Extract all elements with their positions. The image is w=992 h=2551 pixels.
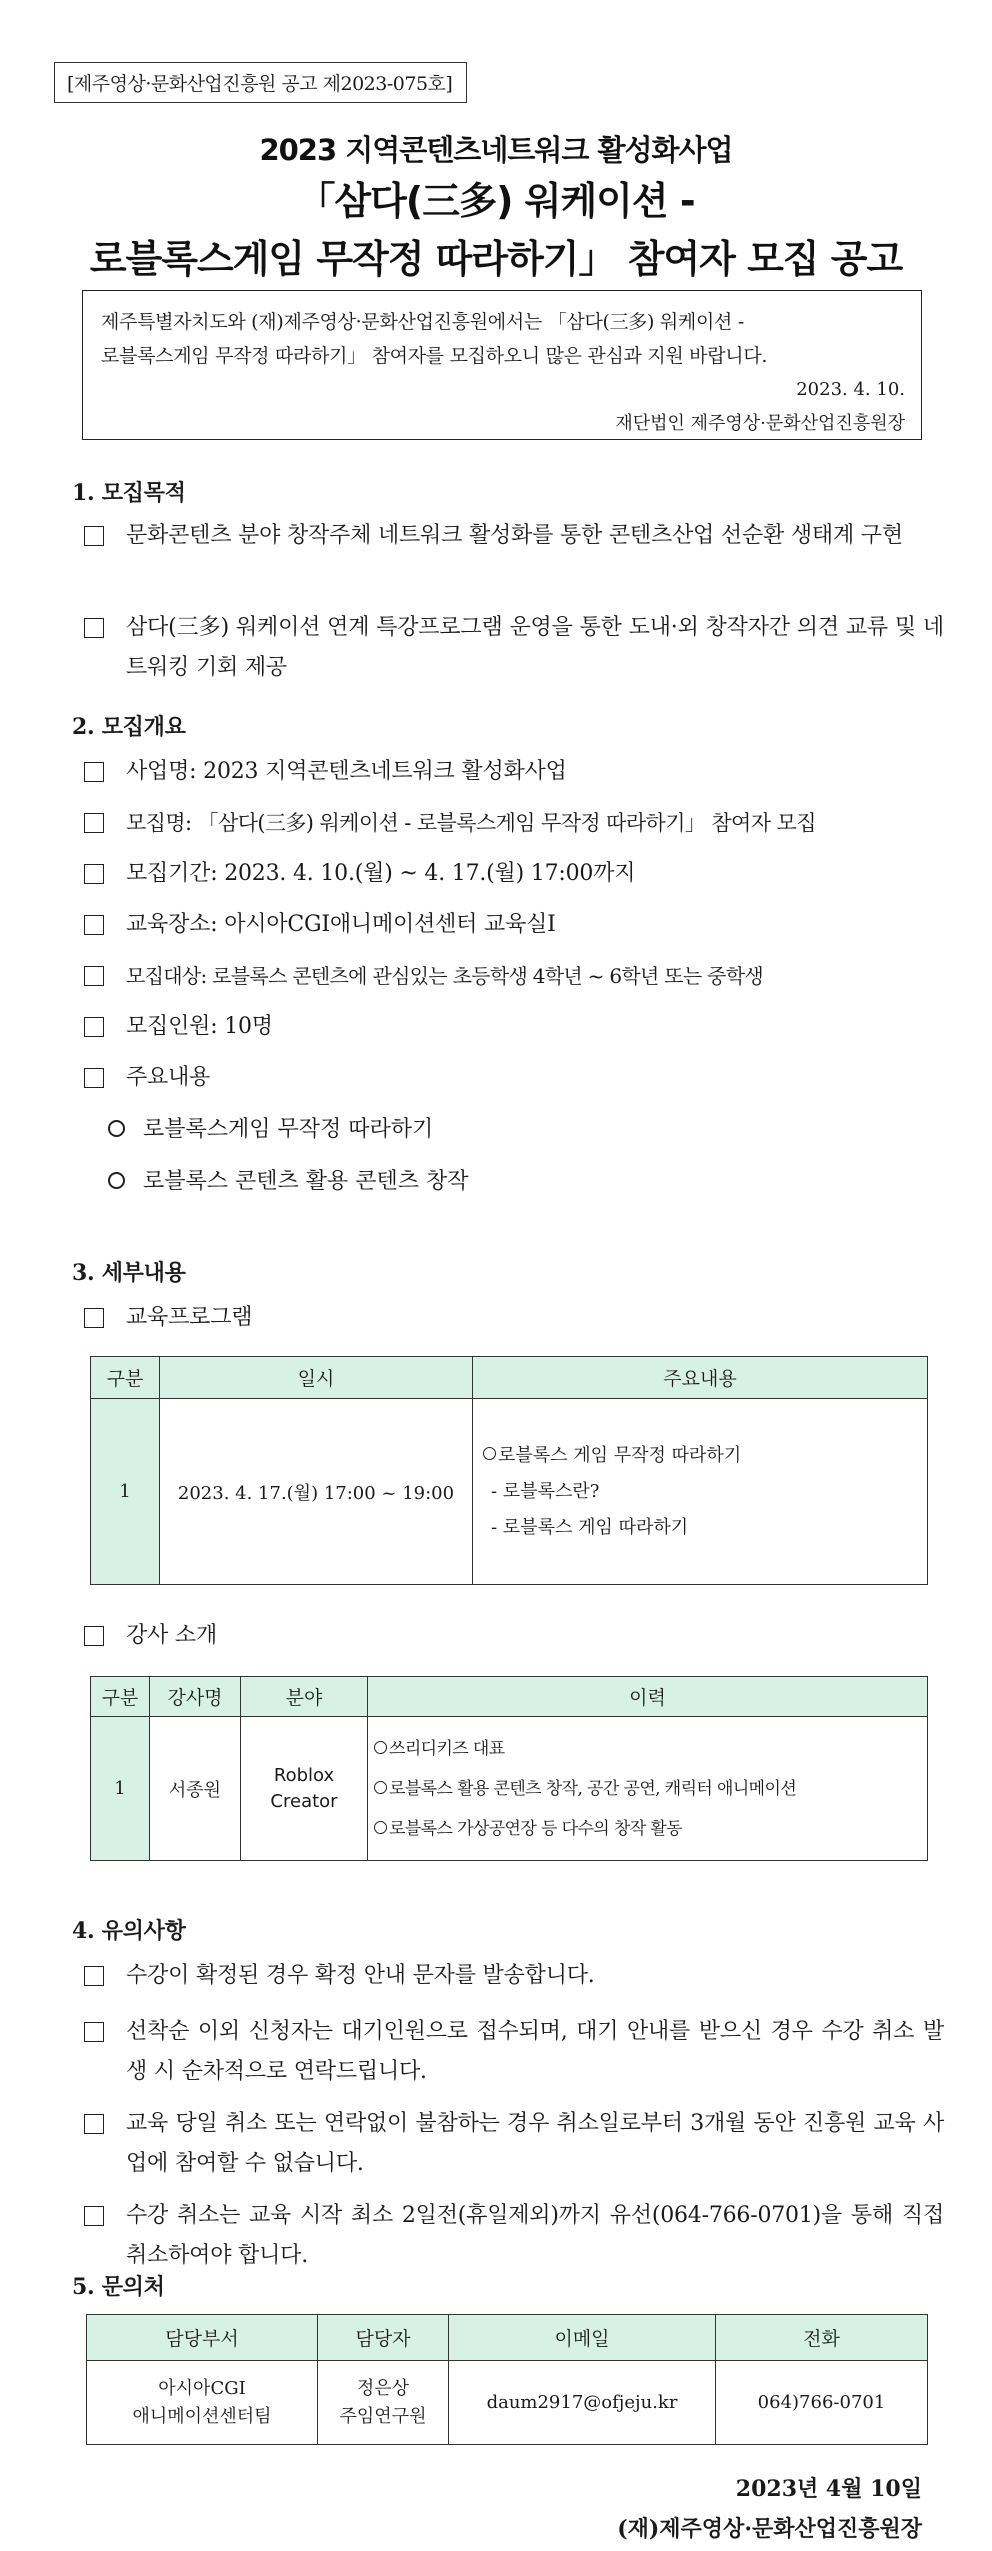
footer-org: (재)제주영상·문화산업진흥원장 [617, 2516, 922, 2542]
notice-number: [제주영상·문화산업진흥원 공고 제2023-075호] [54, 62, 467, 103]
list-item: 교육장소: 아시아CGI애니메이션센터 교육실Ⅰ [84, 905, 944, 945]
list-item: 모집대상: 로블록스 콘텐츠에 관심있는 초등학생 4학년 ~ 6학년 또는 중학생 [84, 956, 944, 996]
table-row: 1 서종원 Roblox Creator 쓰리디키즈 대표 로블록스 활용 콘텐츠 창작, 공간 공연, 캐릭터 애니메이션 로블록스 가상공연장 등 다수의 창작 활동 [91, 1717, 928, 1861]
checkbox-icon [84, 1068, 104, 1088]
checkbox-icon [84, 813, 104, 833]
circle-bullet-icon [374, 1781, 387, 1794]
intro-org: 재단법인 제주영상·문화산업진흥원장 [615, 413, 905, 434]
section-5-heading: 5. 문의처 [72, 2274, 165, 2300]
list-item: 모집기간: 2023. 4. 10.(월) ~ 4. 17.(월) 17:00까지 [84, 854, 944, 894]
title-line-3: 로블록스게임 무작정 따라하기」 참여자 모집 공고 [89, 237, 903, 281]
table-header-row: 구분 강사명 분야 이력 [91, 1677, 928, 1717]
title-line-1: 2023 지역콘텐츠네트워크 활성화사업 [259, 133, 733, 167]
section-1-heading: 1. 모집목적 [72, 480, 186, 506]
sub-item: 로블록스 콘텐츠 활용 콘텐츠 창작 [108, 1162, 469, 1202]
section-4-heading: 4. 유의사항 [72, 1918, 186, 1944]
program-table [90, 1356, 928, 1585]
checkbox-icon [84, 2114, 104, 2134]
intro-date: 2023. 4. 10. [796, 379, 905, 400]
circle-bullet-icon [374, 1821, 387, 1834]
circle-bullet-icon [374, 1741, 387, 1754]
list-item: 교육 당일 취소 또는 연락없이 불참하는 경우 취소일로부터 3개월 동안 진흥원 교육 사업에 참여할 수 없습니다. [84, 2104, 944, 2184]
phone-number: 064)766-0701 [716, 2361, 928, 2445]
list-item: 주요내용 [84, 1058, 944, 1098]
intro-box [82, 290, 922, 440]
list-item: 모집인원: 10명 [84, 1007, 944, 1047]
title-line-2: 「삼다(三多) 워케이션 - [297, 179, 695, 223]
list-item: 사업명: 2023 지역콘텐츠네트워크 활성화사업 [84, 752, 944, 792]
circle-bullet-icon [108, 1120, 125, 1137]
table-header-row: 구분 일시 주요내용 [91, 1357, 928, 1399]
section-3-heading: 3. 세부내용 [72, 1260, 186, 1286]
list-item: 강사 소개 [84, 1616, 944, 1656]
list-item: 수강 취소는 교육 시작 최소 2일전(휴일제외)까지 유선(064-766-0701)을 통해 직접 취소하여야 합니다. [84, 2196, 944, 2276]
checkbox-icon [84, 1308, 104, 1328]
list-item: 선착순 이외 신청자는 대기인원으로 접수되며, 대기 안내를 받으신 경우 수강 취소 발생 시 순차적으로 연락드립니다. [84, 2012, 944, 2092]
checkbox-icon [84, 864, 104, 884]
checkbox-icon [84, 966, 104, 986]
circle-bullet-icon [108, 1172, 125, 1189]
email-link[interactable]: daum2917@ofjeju.kr [449, 2361, 716, 2445]
instructor-table [90, 1676, 928, 1861]
list-item: 모집명: 「삼다(三多) 워케이션 - 로블록스게임 무작정 따라하기」 참여자 모집 [84, 803, 944, 843]
footer-date: 2023년 4월 10일 [735, 2476, 922, 2502]
checkbox-icon [84, 2022, 104, 2042]
circle-bullet-icon [483, 1447, 496, 1460]
list-item: 수강이 확정된 경우 확정 안내 문자를 발송합니다. [84, 1956, 944, 1996]
checkbox-icon [84, 526, 104, 546]
list-item: 삼다(三多) 워케이션 연계 특강프로그램 운영을 통한 도내·외 창작자간 의견 교류 및 네트워킹 기회 제공 [84, 608, 944, 688]
list-item: 문화콘텐츠 분야 창작주체 네트워크 활성화를 통한 콘텐츠산업 선순환 생태계 구현 [84, 516, 944, 556]
checkbox-icon [84, 1017, 104, 1037]
sub-item: 로블록스게임 무작정 따라하기 [108, 1110, 433, 1150]
checkbox-icon [84, 762, 104, 782]
table-row: 1 2023. 4. 17.(월) 17:00 ~ 19:00 로블록스 게임 무작정 따라하기 - 로블록스란? - 로블록스 게임 따라하기 [91, 1399, 928, 1585]
checkbox-icon [84, 2206, 104, 2226]
contact-table [86, 2314, 928, 2445]
list-item: 교육프로그램 [84, 1298, 944, 1338]
intro-text-line-2: 로블록스게임 무작정 따라하기」 참여자를 모집하오니 많은 관심과 지원 바랍니다. [101, 345, 768, 367]
checkbox-icon [84, 1626, 104, 1646]
checkbox-icon [84, 618, 104, 638]
checkbox-icon [84, 1966, 104, 1986]
section-2-heading: 2. 모집개요 [72, 714, 186, 740]
intro-text-line-1: 제주특별자치도와 (재)제주영상·문화산업진흥원에서는 「삼다(三多) 워케이션 - [101, 311, 744, 333]
checkbox-icon [84, 915, 104, 935]
table-row: 아시아CGI 애니메이션센터팀 정은상 주임연구원 daum2917@ofjeju.kr 064)766-0701 [87, 2361, 928, 2445]
table-header-row: 담당부서 담당자 이메일 전화 [87, 2315, 928, 2361]
